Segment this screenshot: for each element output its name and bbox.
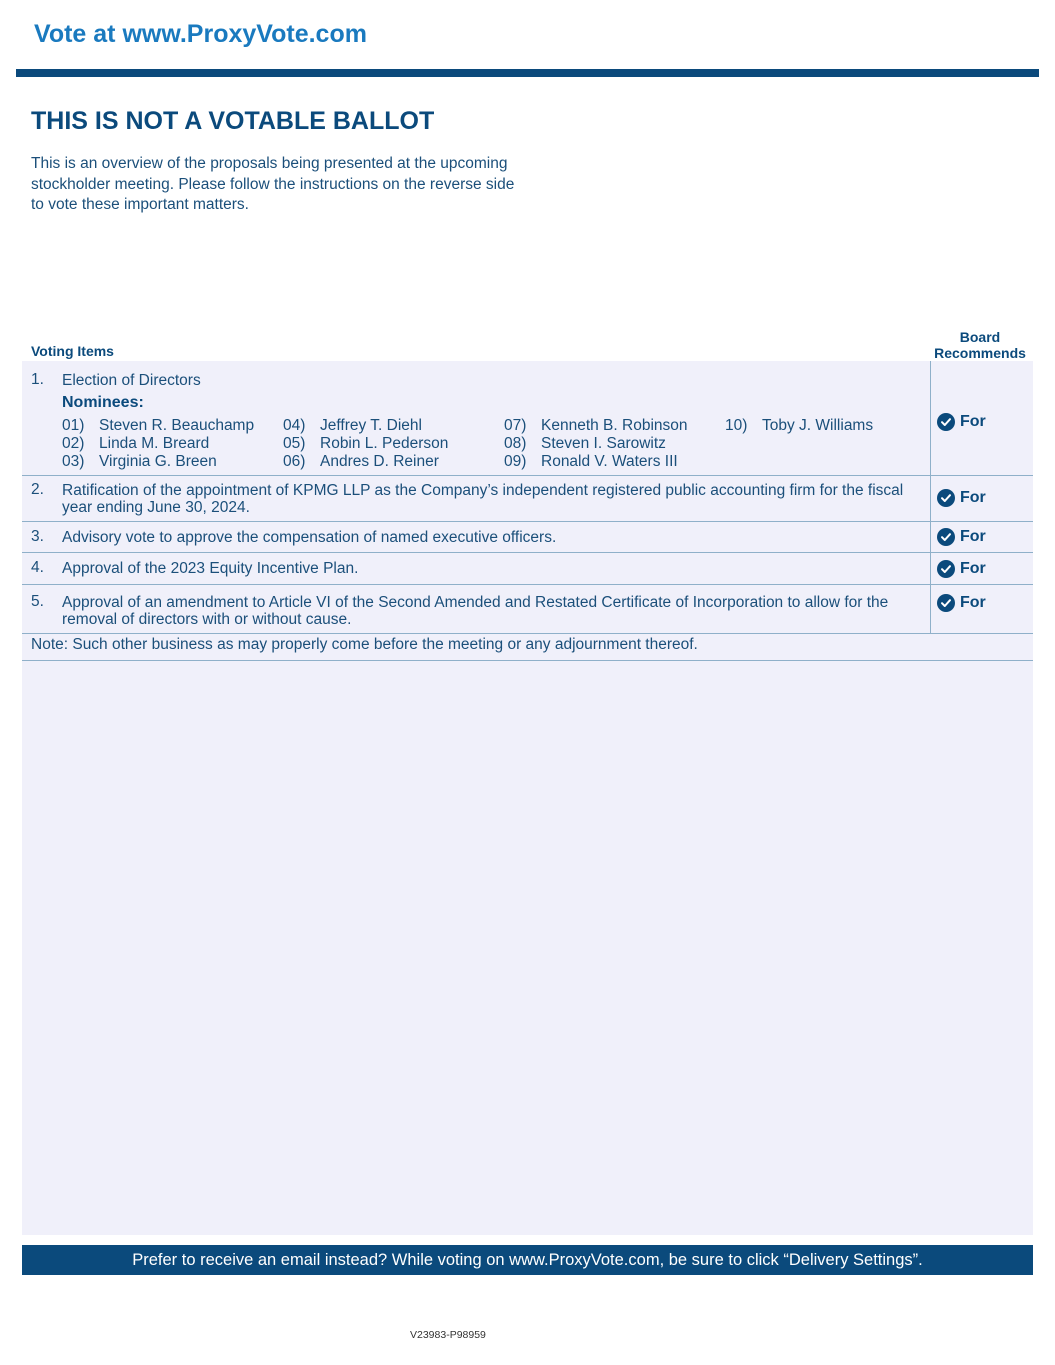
column-divider — [930, 553, 931, 584]
voting-item-4 — [22, 553, 1033, 585]
header-title[interactable]: Vote at www.ProxyVote.com — [34, 20, 367, 48]
board-recommendation — [937, 489, 986, 507]
check-circle-icon — [937, 413, 955, 431]
check-circle-icon — [937, 594, 955, 612]
recommendation-label: For — [960, 560, 986, 577]
column-divider — [930, 522, 931, 552]
check-circle-icon — [937, 489, 955, 507]
item-number: 2. — [31, 481, 44, 498]
board-recommendation — [937, 413, 986, 431]
board-recommends-header — [926, 329, 1034, 361]
nominee: 03) Virginia G. Breen — [62, 453, 217, 470]
nominee: 07) Kenneth B. Robinson — [504, 417, 688, 434]
item-text: Election of Directors — [62, 372, 201, 389]
item-text: Advisory vote to approve the compensation of named executive officers. — [62, 529, 557, 546]
item-text: Ratification of the appointment of KPMG LLP as the Company’s independent registered public accounting firm for the fiscal year ending June 30, 2024. — [62, 482, 904, 516]
check-circle-icon — [937, 528, 955, 546]
board-recommendation — [937, 528, 986, 546]
column-divider — [930, 476, 931, 521]
item-number: 5. — [31, 593, 44, 610]
voting-items-header: Voting Items — [31, 343, 114, 359]
nominee: 09) Ronald V. Waters III — [504, 453, 678, 470]
board-recommendation — [937, 560, 986, 578]
nominee: 04) Jeffrey T. Diehl — [283, 417, 422, 434]
voting-item-2 — [22, 476, 1033, 522]
note-divider — [22, 660, 1033, 661]
column-divider — [930, 361, 931, 475]
item-text: Approval of the 2023 Equity Incentive Plan. — [62, 560, 359, 577]
header-divider — [16, 69, 1039, 77]
document-code: V23983-P98959 — [410, 1329, 486, 1341]
nominee: 10) Toby J. Williams — [725, 417, 874, 434]
board-header-line2: Recommends — [934, 345, 1026, 361]
nominee: 01) Steven R. Beauchamp — [62, 417, 255, 434]
nominee: 05) Robin L. Pederson — [283, 435, 449, 452]
note-text: Note: Such other business as may properly come before the meeting or any adjournment thereof. — [31, 636, 698, 653]
check-circle-icon — [937, 560, 955, 578]
item-text: Approval of an amendment to Article VI of the Second Amended and Restated Certificate of Incorporation to allow for the removal of directors with or without cause. — [62, 594, 889, 628]
footer-message: Prefer to receive an email instead? While voting on www.ProxyVote.com, be sure to click “Delivery Settings”. — [132, 1250, 923, 1269]
nominees-label: Nominees: — [62, 394, 144, 411]
recommendation-label: For — [960, 528, 986, 545]
voting-item-3 — [22, 522, 1033, 553]
nominee: 06) Andres D. Reiner — [283, 453, 439, 470]
voting-items-panel — [22, 361, 1033, 1235]
item-number: 4. — [31, 559, 44, 576]
footer-email-banner — [22, 1245, 1033, 1275]
recommendation-label: For — [960, 594, 986, 611]
nominee: 02) Linda M. Breard — [62, 435, 210, 452]
board-recommendation — [937, 594, 986, 612]
ballot-heading: THIS IS NOT A VOTABLE BALLOT — [31, 107, 435, 135]
item-number: 3. — [31, 528, 44, 545]
column-divider — [930, 585, 931, 633]
intro-paragraph: This is an overview of the proposals being presented at the upcoming stockholder meeting. Please follow the instructions on the reverse side to vote these important matters. — [31, 155, 515, 213]
item-number: 1. — [31, 371, 44, 388]
recommendation-label: For — [960, 489, 986, 506]
voting-item-5 — [22, 585, 1033, 634]
recommendation-label: For — [960, 413, 986, 430]
voting-item-1 — [22, 361, 1033, 476]
board-header-line1: Board — [959, 329, 1001, 345]
nominee: 08) Steven I. Sarowitz — [504, 435, 666, 452]
